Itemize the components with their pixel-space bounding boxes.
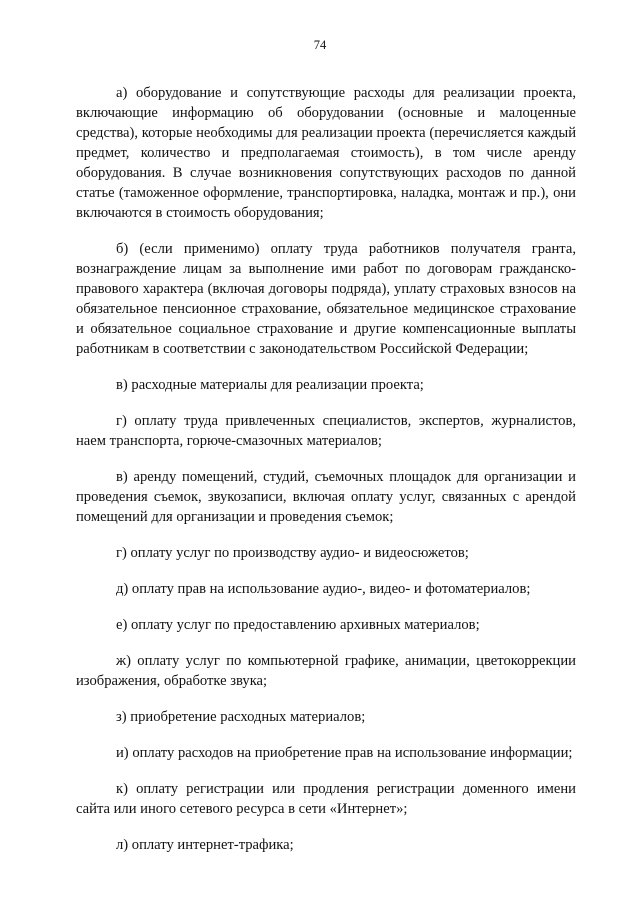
paragraph-a: а) оборудование и сопутствующие расходы для реализации проекта, включающие информацию об оборудовании (основные и малоценные средства), которые необходимы для реализации проекта (перечисляется каждый предмет, количество и предполагаемая стоимость), в том числе аренду оборудования. В случае возникновения сопутствующих расходов по данной статье (таможенное оформление, транспортировка, наладка, монтаж и пр.), они включаются в стоимость оборудования; xyxy=(76,85,576,221)
paragraph-k: к) оплату регистрации или продления регистрации доменного имени сайта или иного сетевого ресурса в сети «Интернет»; xyxy=(76,781,576,817)
paragraph-v-rent: в) аренду помещений, студий, съемочных площадок для организации и проведения съемок, звукозаписи, включая оплату услуг, связанных с арендой помещений для организации и проведения съемок; xyxy=(76,469,576,525)
paragraph-e: е) оплату услуг по предоставлению архивных материалов; xyxy=(116,617,480,633)
page-number: 74 xyxy=(313,38,327,52)
paragraph-g: г) оплату труда привлеченных специалистов, экспертов, журналистов, наем транспорта, горюче-смазочных материалов; xyxy=(76,413,576,449)
paragraph-v: в) расходные материалы для реализации проекта; xyxy=(116,377,424,393)
paragraph-zh: ж) оплату услуг по компьютерной графике, анимации, цветокоррекции изображения, обработке звука; xyxy=(76,653,576,689)
paragraph-z: з) приобретение расходных материалов; xyxy=(116,709,366,725)
paragraph-b: б) (если применимо) оплату труда работников получателя гранта, вознаграждение лицам за выполнение ими работ по договорам гражданско-правового характера (включая договоры подряда), уплату страховых взносов на обязательное пенсионное страхование, обязательное медицинское страхование и обязательное социальное страхование и другие компенсационные выплаты работникам в соответствии с законодательством Российской Федерации; xyxy=(76,241,576,357)
paragraph-l: л) оплату интернет-трафика; xyxy=(116,837,294,853)
document-body xyxy=(76,83,576,871)
paragraph-g-production: г) оплату услуг по производству аудио- и видеосюжетов; xyxy=(116,545,469,561)
paragraph-d: д) оплату прав на использование аудио-, видео- и фотоматериалов; xyxy=(116,581,531,597)
paragraph-i: и) оплату расходов на приобретение прав на использование информации; xyxy=(116,745,573,761)
